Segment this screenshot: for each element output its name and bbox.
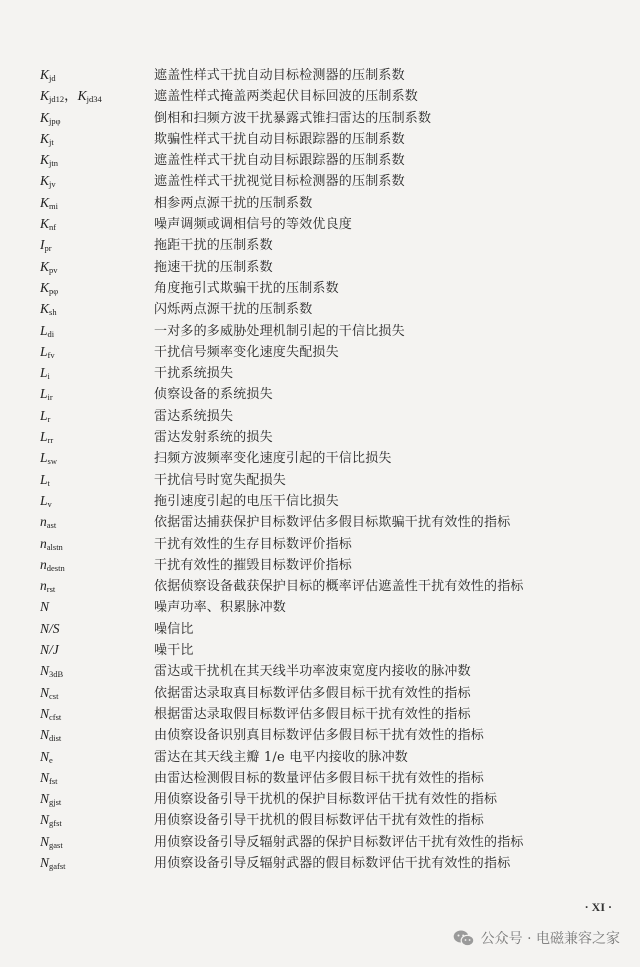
- symbol-subscript: gjst: [49, 797, 62, 808]
- symbol-base: L: [40, 386, 48, 402]
- symbol-description: 拖距干扰的压制系数: [154, 238, 273, 254]
- symbol-base: N: [40, 769, 50, 785]
- symbol-subscript: rr: [47, 435, 54, 446]
- symbol-description: 干扰有效性的摧毁目标数评价指标: [154, 557, 353, 573]
- symbol-subscript: ast: [46, 520, 57, 531]
- symbol-subscript: jd34: [86, 94, 102, 105]
- symbol-description: 侦察设备的系统损失: [154, 387, 273, 403]
- symbol-subscript: i: [47, 371, 50, 382]
- symbol: [40, 596, 154, 617]
- symbol-separator: ，: [64, 88, 78, 104]
- symbol-base: K: [40, 216, 50, 232]
- symbol-subscript: jd: [49, 73, 56, 83]
- symbol-subscript: nf: [49, 222, 57, 233]
- symbol-base: n: [40, 535, 47, 551]
- symbol-description: 一对多的多威胁处理机制引起的干信比损失: [154, 323, 405, 339]
- symbol-description: 用侦察设备引导反辐射武器的假目标数评估干扰有效性的指标: [154, 855, 511, 871]
- symbol-description: 闪烁两点源干扰的压制系数: [154, 302, 313, 318]
- symbol-row: [40, 639, 610, 660]
- symbol-row: [40, 107, 610, 128]
- symbol-row: [40, 426, 610, 447]
- symbol-base: N/J: [40, 642, 59, 658]
- symbol-subscript: jd12: [49, 94, 65, 105]
- symbol-row: [40, 724, 610, 745]
- symbol-description: 倒相和扫频方波干扰暴露式锥扫雷达的压制系数: [154, 110, 432, 126]
- symbol-row: [40, 788, 610, 809]
- symbol-description: 雷达系统损失: [154, 408, 234, 424]
- symbol-description: 噪信比: [154, 621, 194, 637]
- symbol-row: [40, 682, 610, 703]
- symbol-description: 用侦察设备引导干扰机的假目标数评估干扰有效性的指标: [154, 813, 485, 829]
- symbol-base: L: [40, 429, 48, 445]
- symbol-subscript: cfst: [49, 711, 62, 722]
- symbol-description: 由侦察设备识别真目标数评估多假目标干扰有效性的指标: [154, 728, 485, 744]
- symbol-row: [40, 575, 610, 596]
- symbol-base: K: [40, 109, 50, 125]
- symbol-base: N: [40, 748, 50, 764]
- symbol: [40, 618, 154, 639]
- symbol-base: K: [40, 258, 50, 274]
- symbol-description: 扫频方波频率变化速度引起的干信比损失: [154, 451, 392, 467]
- wechat-icon: [453, 929, 475, 947]
- symbol-subscript: fv: [47, 349, 55, 360]
- symbol-row: [40, 511, 610, 532]
- symbol-base: N/S: [40, 620, 60, 636]
- symbol-description: 雷达发射系统的损失: [154, 430, 273, 446]
- symbol-base: N: [40, 791, 50, 807]
- symbol-base: N: [40, 812, 50, 828]
- symbol: [40, 639, 154, 660]
- symbol-description: 根据雷达录取假目标数评估多假目标干扰有效性的指标: [154, 706, 471, 722]
- symbol-row: [40, 298, 610, 319]
- symbol-row: [40, 490, 610, 511]
- symbol-subscript: gafst: [49, 860, 66, 871]
- symbol-row: [40, 554, 610, 575]
- symbol-base: K: [40, 301, 50, 317]
- symbol-base: L: [40, 450, 48, 466]
- symbol-row: [40, 213, 610, 234]
- symbol-description: 用侦察设备引导反辐射武器的保护目标数评估干扰有效性的指标: [154, 834, 524, 850]
- symbol-base: N: [40, 854, 50, 870]
- symbol-description: 噪干比: [154, 643, 194, 659]
- symbol-base: L: [40, 322, 48, 338]
- symbol-row: [40, 596, 610, 617]
- symbol-description: 噪声调频或调相信号的等效优良度: [154, 217, 353, 233]
- symbol-row: [40, 405, 610, 426]
- symbol-row: [40, 660, 610, 681]
- symbol-subscript: dist: [49, 733, 62, 744]
- symbol-description: 依据雷达捕获保护目标数评估多假目标欺骗干扰有效性的指标: [154, 515, 511, 531]
- symbol-base: N: [40, 684, 50, 700]
- symbol-description: 噪声功率、积累脉冲数: [154, 600, 287, 616]
- symbol-description: 依据侦察设备截获保护目标的概率评估遮盖性干扰有效性的指标: [154, 579, 524, 595]
- symbol-row: [40, 746, 610, 767]
- symbol-row: [40, 149, 610, 170]
- symbol-row: [40, 256, 610, 277]
- symbol-base: n: [40, 578, 47, 594]
- symbol-subscript: t: [47, 477, 50, 488]
- symbol-row: [40, 383, 610, 404]
- symbol-base: K: [40, 173, 50, 189]
- symbol-description: 角度拖引式欺骗干扰的压制系数: [154, 280, 339, 296]
- symbol-base: K: [40, 279, 50, 295]
- symbol-description: 干扰有效性的生存目标数评价指标: [154, 536, 353, 552]
- symbol-subscript: fst: [49, 775, 58, 786]
- symbol-base: K: [40, 88, 50, 104]
- symbol-description: 干扰信号时宽失配损失: [154, 472, 287, 488]
- symbol-subscript: gfst: [49, 818, 62, 829]
- symbol-row: [40, 533, 610, 554]
- symbol-description: 遮盖性样式干扰自动目标检测器的压制系数: [154, 68, 405, 83]
- symbol-description: 由雷达检测假目标的数量评估多假目标干扰有效性的指标: [154, 770, 485, 786]
- symbol-row: [40, 234, 610, 255]
- symbol-row: [40, 703, 610, 724]
- symbol-base: N: [40, 599, 50, 615]
- symbol-subscript: destn: [46, 562, 65, 573]
- symbol-base: n: [40, 556, 47, 572]
- symbol-base: n: [40, 514, 47, 530]
- symbol-description: 遮盖性样式干扰自动目标跟踪器的压制系数: [154, 153, 405, 169]
- symbol-row: [40, 85, 610, 106]
- symbol-subscript: 3dB: [49, 669, 64, 680]
- symbol-subscript: jt: [49, 136, 54, 147]
- symbol-subscript: r: [47, 413, 51, 424]
- symbol-row: [40, 767, 610, 788]
- page-number: · XI ·: [584, 900, 612, 914]
- symbol-row: [40, 170, 610, 191]
- symbol-description: 遮盖性样式掩盖两类起伏目标回波的压制系数: [154, 89, 419, 105]
- symbol-subscript: rst: [46, 584, 56, 595]
- symbol-base: K: [40, 152, 50, 168]
- symbol-row: [40, 852, 610, 873]
- symbol-row: [40, 831, 610, 852]
- symbol-description: 遮盖性样式干扰视觉目标检测器的压制系数: [154, 174, 405, 190]
- symbol-row: [40, 362, 610, 383]
- symbol-subscript: di: [47, 328, 55, 339]
- symbol-base: L: [40, 343, 48, 359]
- symbol-description: 欺骗性样式干扰自动目标跟踪器的压制系数: [154, 131, 405, 147]
- symbol-base: I: [40, 237, 45, 253]
- symbol-subscript: jv: [49, 179, 56, 190]
- symbol-base: L: [40, 407, 48, 423]
- symbol-subscript: mi: [49, 200, 58, 211]
- symbol-subscript: jtn: [49, 158, 58, 169]
- symbol-row: [40, 64, 610, 85]
- symbol-description: 干扰信号频率变化速度失配损失: [154, 344, 339, 360]
- symbol-description: 依据雷达录取真目标数评估多假目标干扰有效性的指标: [154, 685, 471, 701]
- symbol: [40, 852, 154, 877]
- symbol-subscript: sh: [49, 307, 57, 318]
- symbol-base: K: [40, 130, 50, 146]
- symbol-row: [40, 469, 610, 490]
- symbol-row: [40, 128, 610, 149]
- symbol-row: [40, 192, 610, 213]
- symbol-row: [40, 809, 610, 830]
- symbol-subscript: gast: [49, 839, 63, 850]
- watermark-text: 公众号 · 电磁兼容之家: [480, 931, 620, 947]
- symbol-subscript: pv: [49, 264, 58, 275]
- symbol-row: [40, 277, 610, 298]
- symbol-subscript: e: [49, 754, 53, 765]
- symbol-description: 拖引速度引起的电压干信比损失: [154, 493, 339, 509]
- symbol-row: [40, 341, 610, 362]
- symbol-base: L: [40, 471, 48, 487]
- symbol-subscript: pr: [44, 243, 52, 254]
- symbol-description: 用侦察设备引导干扰机的保护目标数评估干扰有效性的指标: [154, 792, 498, 808]
- symbol-base: K: [40, 194, 50, 210]
- symbol-base: K: [77, 88, 87, 104]
- symbol-description: 相参两点源干扰的压制系数: [154, 195, 313, 211]
- symbol-base: N: [40, 833, 50, 849]
- symbol-row: [40, 618, 610, 639]
- symbol-description: 雷达在其天线主瓣 1/e 电平内接收的脉冲数: [154, 749, 409, 765]
- symbol-description: 拖速干扰的压制系数: [154, 259, 273, 275]
- symbol-description: 干扰系统损失: [154, 366, 234, 382]
- symbol-base: N: [40, 727, 50, 743]
- symbol-subscript: v: [47, 498, 52, 509]
- symbol-description: 雷达或干扰机在其天线半功率波束宽度内接收的脉冲数: [154, 664, 471, 680]
- symbol-base: L: [40, 492, 48, 508]
- watermark: [453, 928, 620, 948]
- symbol-base: N: [40, 663, 50, 679]
- symbol-subscript: cst: [49, 690, 59, 701]
- symbol-subscript: jpφ: [49, 115, 61, 126]
- symbol-row: [40, 320, 610, 341]
- symbol-subscript: pφ: [49, 285, 59, 296]
- symbol-base: K: [40, 67, 50, 82]
- symbol-base: L: [40, 365, 48, 381]
- symbol-row: [40, 447, 610, 468]
- symbol-subscript: alstn: [46, 541, 63, 552]
- symbol-subscript: ir: [47, 392, 53, 403]
- symbol-base: N: [40, 705, 50, 721]
- symbol-subscript: sw: [47, 456, 57, 467]
- symbol-list: [40, 64, 610, 873]
